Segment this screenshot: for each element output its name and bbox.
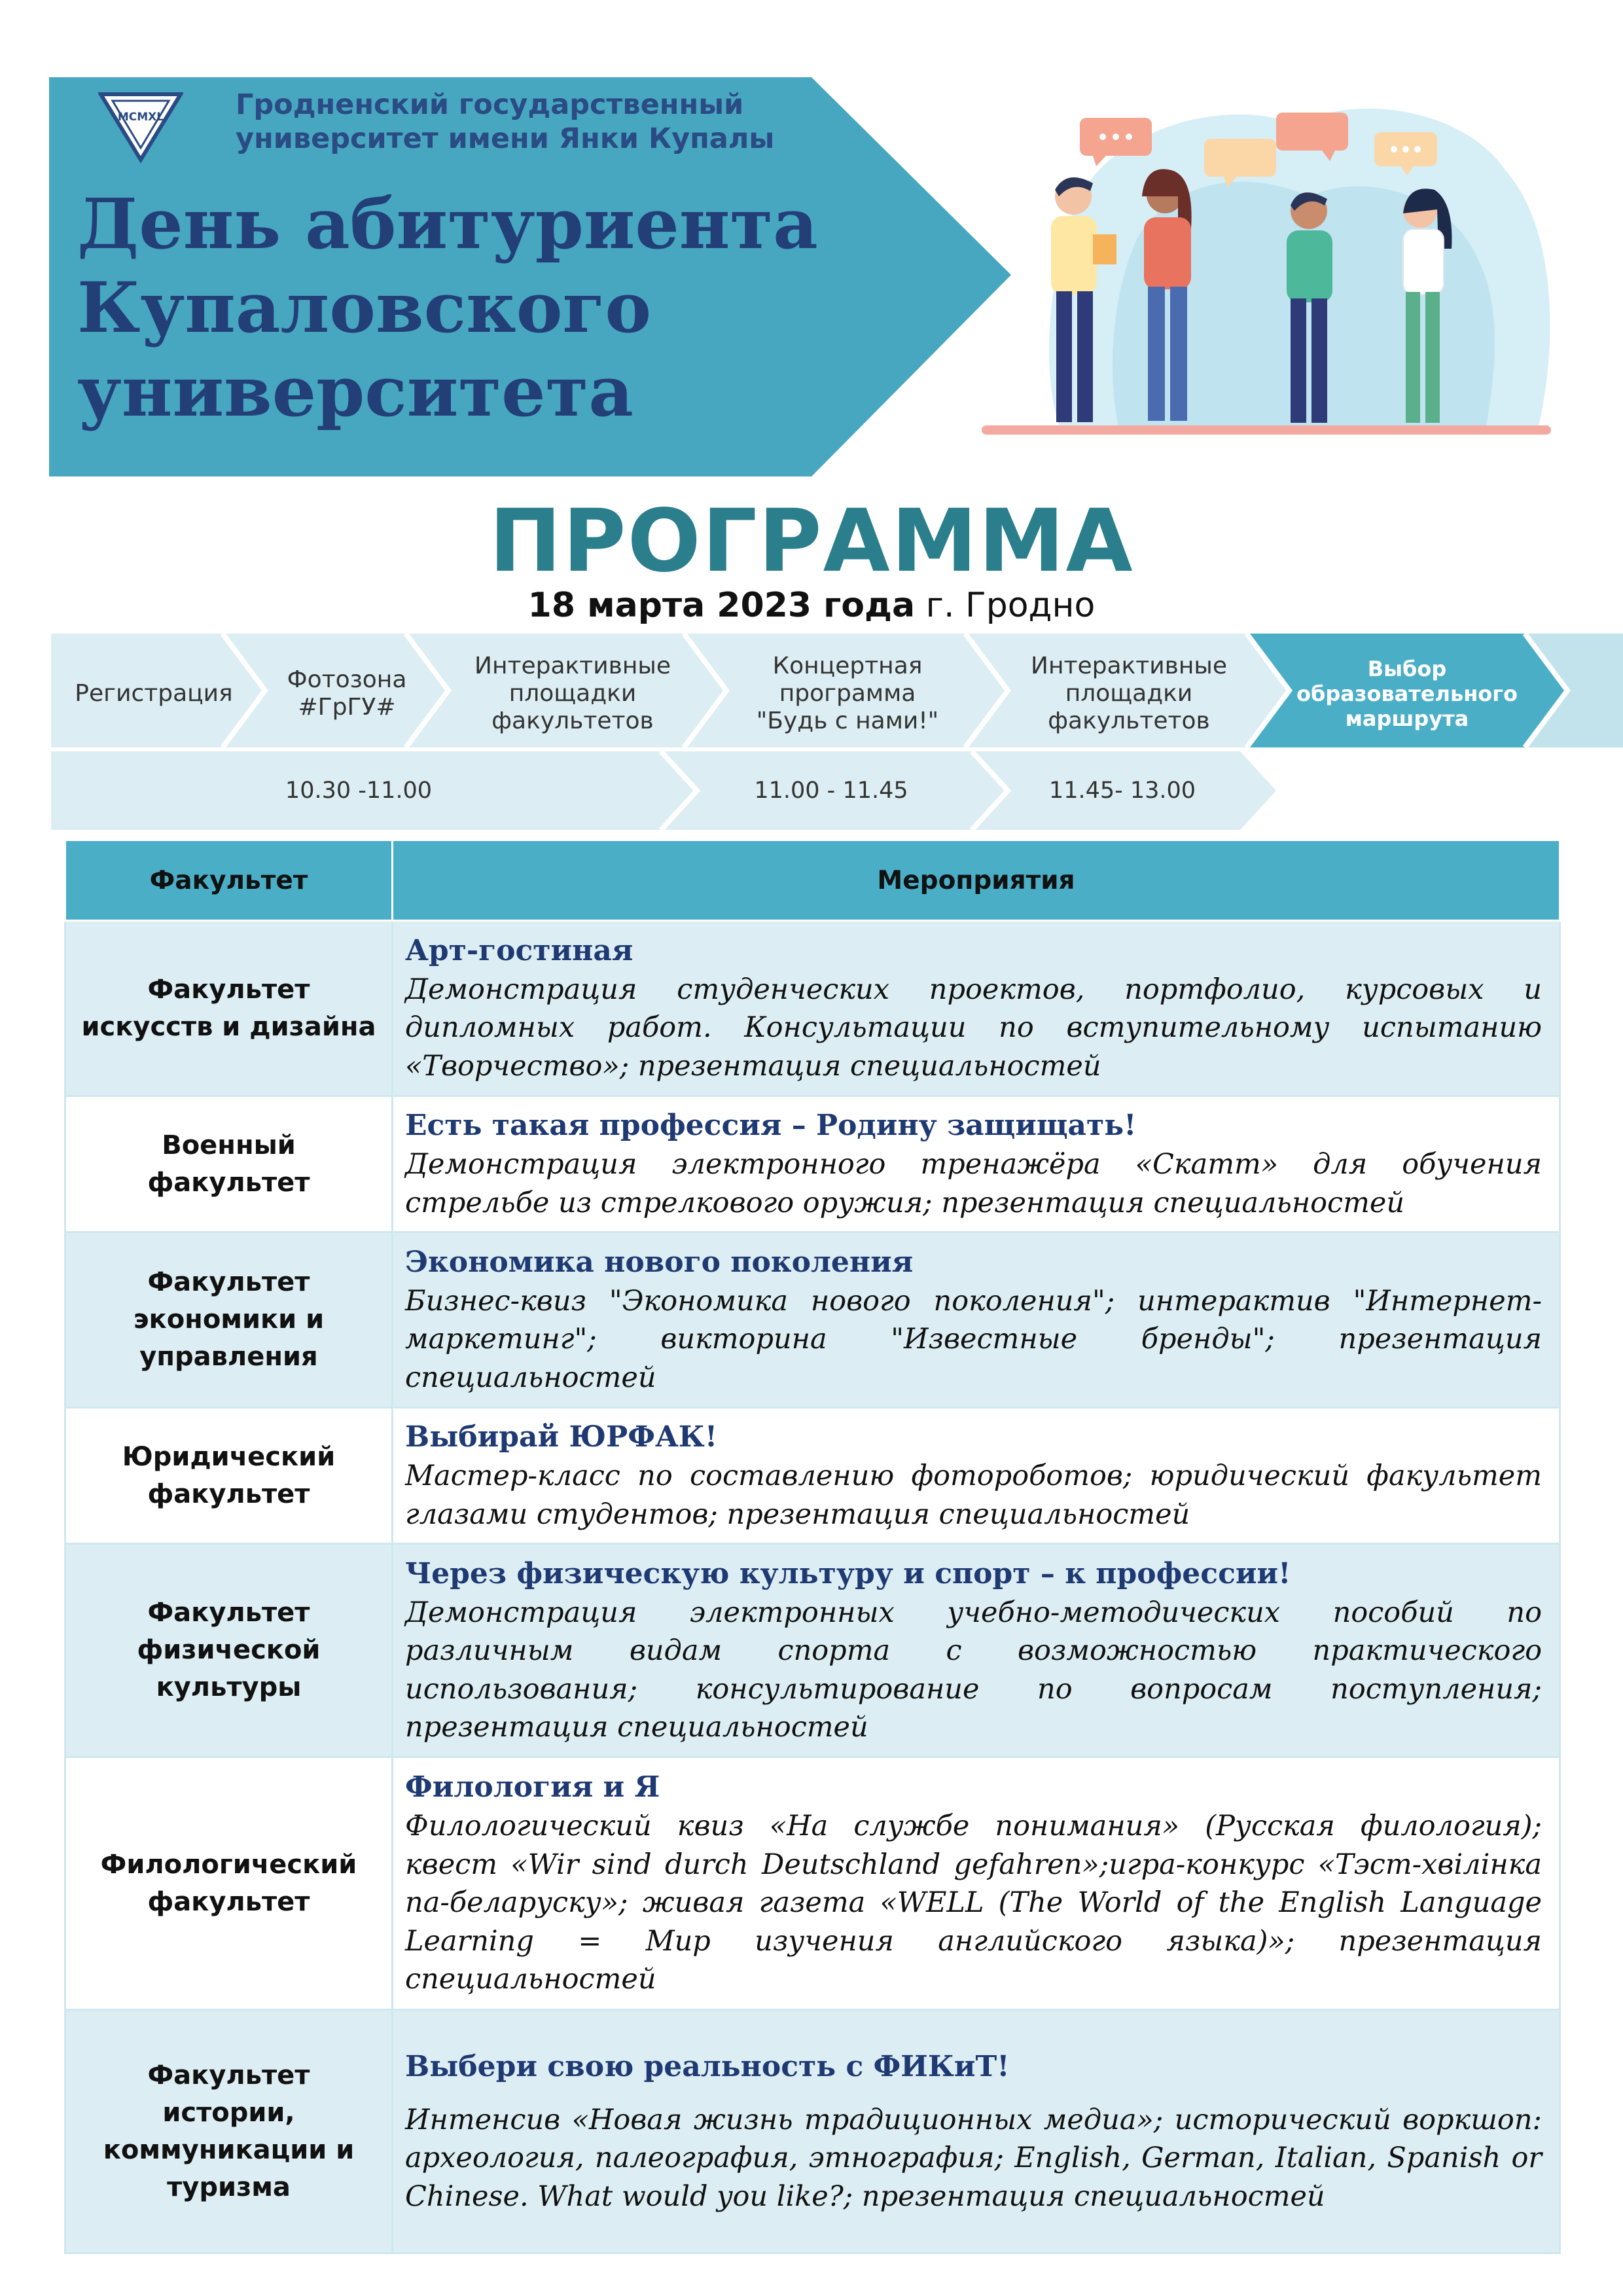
faculty-cell: Факультет экономики и управления (65, 1232, 393, 1408)
event-title: Через физическую культуру и спорт – к профессии! (405, 1556, 1291, 1590)
events-cell (393, 1544, 1560, 1757)
faculty-cell: Юридический факультет (65, 1408, 393, 1544)
table-row (65, 1757, 1560, 2010)
event-description: Интенсив «Новая жизнь традиционных медиа»; исторический воркшоп: археология, палеография, этнография; English, German, Italian, Spanish or Chinese. What would you like?; презентация специальностей (405, 2103, 1542, 2213)
main-title (77, 182, 928, 433)
event-title: Филология и Я (405, 1770, 660, 1804)
faculty-cell: Военный факультет (65, 1096, 393, 1232)
timeline-step-registration: Регистрация (75, 680, 233, 707)
university-name-line2: университет имени Янки Купалы (236, 122, 775, 155)
events-cell (393, 2010, 1560, 2253)
event-description: Филологический квиз «На службе понимания» (Русская филология); квест «Wir sind durch Deutschland gefahren»;игра-конкурс «Тэст-хвілінка па-беларуску»; живая газета «WELL (The World of the English Language Learning = Мир изучения английского языка)»; презентация специальностей (405, 1810, 1542, 1996)
main-title-line2: Купаловского (77, 266, 652, 348)
timeline-step-interactive-2: Интерактивные площадки факультетов (1031, 653, 1227, 734)
events-cell (393, 1232, 1560, 1408)
event-title: Арт-гостиная (405, 933, 633, 967)
events-cell (393, 921, 1560, 1096)
main-title-line1: День абитуриента (77, 183, 818, 264)
event-description: Демонстрация электронного тренажёра «Скатт» для обучения стрельбе из стрелкового оружия; презентация специальностей (405, 1148, 1542, 1219)
event-description: Бизнес-квиз "Экономика нового поколения"; интерактив "Интернет-маркетинг"; викторина "Известные бренды"; презентация специальностей (405, 1284, 1542, 1394)
program-city: г. Гродно (925, 586, 1096, 625)
timeline-step-route-choice: Выбор образовательного маршрута (1296, 656, 1518, 731)
university-name (236, 88, 825, 156)
timeline-time-3: 11.45- 13.00 (1048, 778, 1196, 804)
table-row (65, 921, 1560, 1096)
table-header-row (65, 840, 1560, 921)
schedule-table (64, 839, 1561, 2254)
faculty-cell: Факультет физической культуры (65, 1544, 393, 1757)
event-description: Демонстрация студенческих проектов, портфолио, курсовых и дипломных работ. Консультации по вступительному испытанию «Творчество»; презентация специальностей (405, 973, 1542, 1083)
table-header-events: Мероприятия (393, 840, 1560, 921)
university-name-line1: Гродненский государственный (236, 88, 744, 121)
faculty-cell: Факультет истории, коммуникации и туризма (65, 2010, 393, 2253)
table-header-faculty: Факультет (65, 840, 393, 921)
table-row (65, 1408, 1560, 1544)
event-title: Экономика нового поколения (405, 1245, 914, 1279)
event-description: Демонстрация электронных учебно-методических пособий по различным видам спорта с возможностью практического использования; консультирование по вопросам поступления; презентация специальностей (405, 1596, 1542, 1744)
event-title: Выбери свою реальность с ФИКиТ! (405, 2049, 1010, 2083)
events-cell (393, 1408, 1560, 1544)
faculty-cell: Филологический факультет (65, 1757, 393, 2010)
timeline-time-2: 11.00 - 11.45 (754, 778, 908, 804)
faculty-cell: Факультет искусств и дизайна (65, 921, 393, 1096)
event-title: Выбирай ЮРФАК! (405, 1420, 718, 1454)
events-cell (393, 1757, 1560, 2010)
people-chatting-illustration-icon (969, 98, 1571, 439)
program-title: ПРОГРАММА (489, 491, 1134, 592)
event-description: Мастер-класс по составлению фотороботов; юридический факультет глазами студентов; презентация специальностей (405, 1460, 1542, 1531)
university-logo-icon (98, 92, 183, 164)
timeline-step-interactive-1: Интерактивные площадки факультетов (474, 653, 671, 734)
timeline-step-photozone: Фотозона #ГрГУ# (287, 666, 407, 721)
table-row (65, 1096, 1560, 1232)
timeline-step-concert: Концертная программа "Будь с нами!" (756, 653, 939, 734)
program-date-value: 18 марта 2023 года (527, 586, 916, 625)
event-title: Есть такая профессия – Родину защищать! (405, 1109, 1137, 1142)
logo-text: MCMXL (117, 111, 164, 124)
main-title-line3: университета (77, 350, 633, 432)
program-date (0, 583, 1623, 628)
timeline-time-1: 10.30 -11.00 (285, 778, 433, 804)
table-row (65, 1232, 1560, 1408)
table-row (65, 2010, 1560, 2253)
events-cell (393, 1096, 1560, 1232)
table-row (65, 1544, 1560, 1757)
